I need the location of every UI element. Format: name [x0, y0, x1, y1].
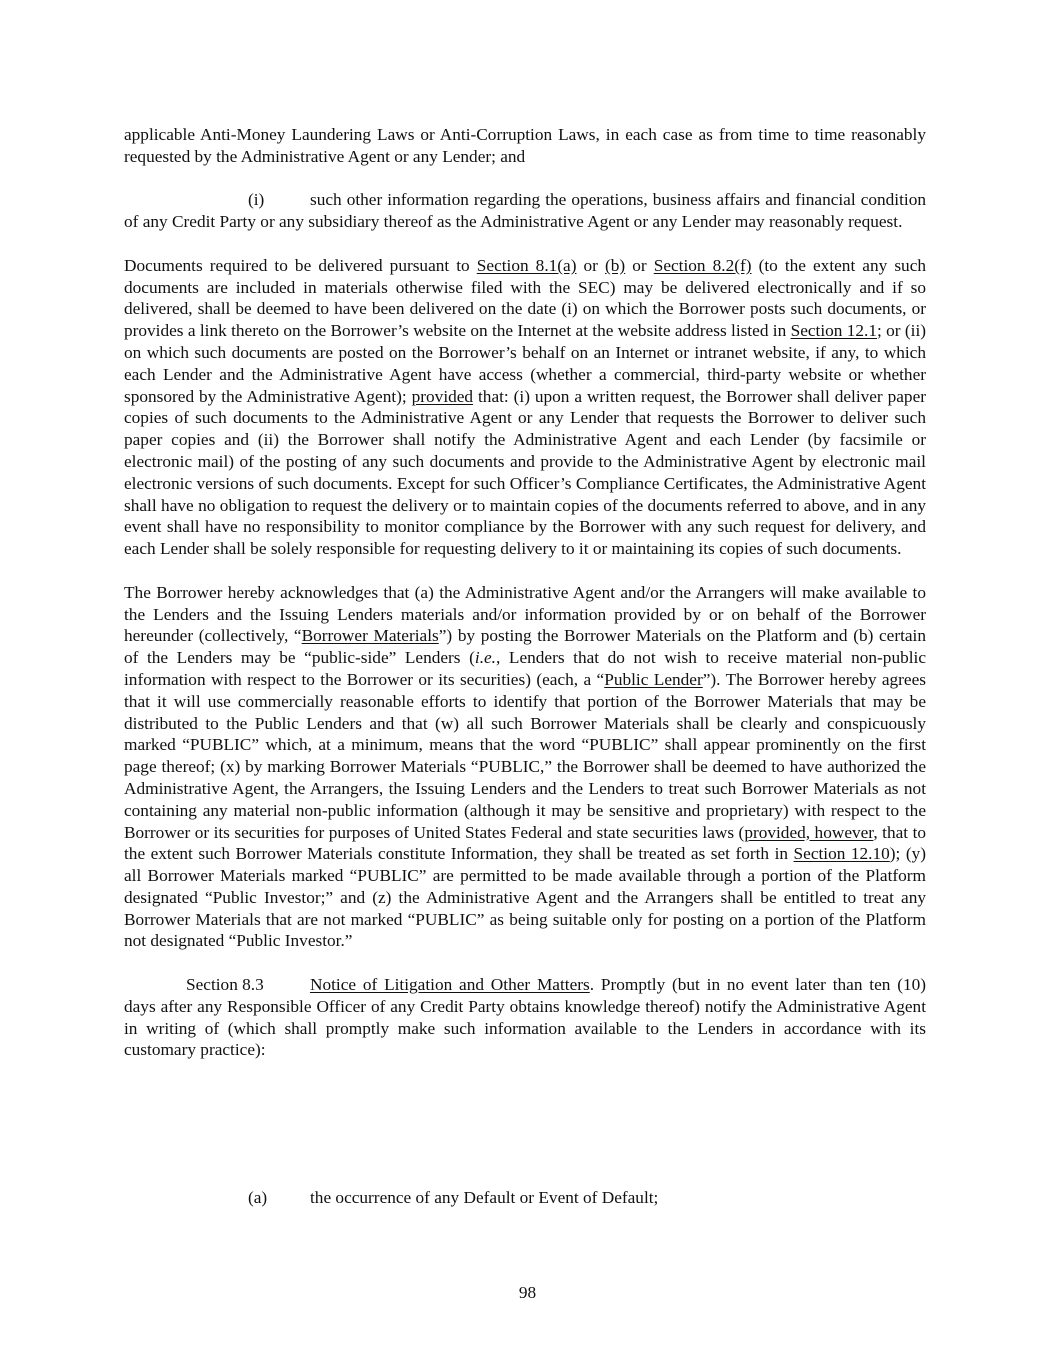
section-reference: (b): [605, 255, 626, 275]
section-label: Section 8.3: [186, 975, 264, 995]
defined-term: provided, however: [744, 822, 874, 842]
text-run: or: [576, 255, 606, 275]
section-reference: Section 8.1(a): [476, 255, 577, 275]
defined-term: Public Lender: [604, 669, 703, 689]
section-text: . Promptly (but in no event later than ten (10) days after any Responsible Officer of any Credit Party obtains knowledge thereof) notify the Administrative Agent in writing of (which shall promptly make such information available to the Lenders in accordance with its customary practice):: [124, 975, 927, 1060]
text-run: , Lenders that do not wish to receive material non-public information with respect to the Borrower or its securities) (each, a “: [124, 648, 927, 689]
text-run: or: [625, 255, 654, 275]
text-run: ); (y) all Borrower Materials marked “PUBLIC” are permitted to be made available through a portion of the Platform designated “Public Investor;” and (z) the Administrative Agent and the Arrangers shall be entitled to treat any Borrower Materials that are not marked “PUBLIC” as being suitable only for posting on a portion of the Platform not designated “Public Investor.”: [124, 844, 926, 951]
paragraph-continuation: applicable Anti-Money Laundering Laws or Anti-Corruption Laws, in each case as from time to time reasonably requested by the Administrative Agent or any Lender; and: [124, 125, 926, 166]
document-page: [124, 124, 926, 1061]
paragraph-documents-delivery: [124, 255, 926, 560]
list-item-number: (i): [248, 190, 265, 210]
section-reference: Section 12.10: [793, 844, 890, 864]
list-item-a: [124, 1187, 926, 1209]
section-reference: Section 12.1: [790, 321, 878, 341]
page-number: 98: [518, 1283, 537, 1302]
text-run: ; or (ii) on which such documents are posted on the Borrower’s behalf on an Internet or intranet website, if any, to which each Lender and the Administrative Agent have access (whether a commercial, third-party website or whether sponsored by the Administrative Agent);: [124, 321, 927, 406]
list-item-text: such other information regarding the operations, business affairs and financial condition of any Credit Party or any subsidiary thereof as the Administrative Agent or any Lender may reasonably request.: [124, 190, 926, 232]
text-run: (to the extent any such documents are included in materials otherwise filed with the SEC) may be delivered electronically and if so delivered, shall be deemed to have been delivered on the date (i) on which the Borrower posts such documents, or provides a link thereto on the Borrower’s website on the Internet at the website address listed in: [124, 255, 927, 341]
section-reference: Section 8.2(f): [653, 255, 752, 275]
text-run: that: (i) upon a written request, the Borrower shall deliver paper copies of such documents to the Administrative Agent or any Lender that requests the Borrower to deliver such paper copies and (ii) the Borrower shall notify the Administrative Agent and each Lender (by facsimile or electronic mail) of the posting of any such documents and provide to the Administrative Agent by electronic mail electronic versions of such documents. Except for such Officer’s Compliance Certificates, the Administrative Agent shall have no obligation to request the delivery or to maintain copies of the documents referred to above, and in any event shall have no responsibility to monitor compliance by the Borrower with any such request for delivery, and each Lender shall be solely responsible for requesting delivery to it or maintaining its copies of such documents.: [124, 386, 926, 559]
list-item-text: the occurrence of any Default or Event of Default;: [310, 1188, 659, 1207]
text-run: ”) by posting the Borrower Materials on the Platform and (b) certain of the Lenders may be “public-side” Lenders (: [124, 626, 926, 668]
defined-term: Borrower Materials: [301, 626, 439, 646]
section-8-3: [124, 974, 926, 1061]
list-item-i: [124, 189, 926, 233]
text-run: ”). The Borrower hereby agrees that it will use commercially reasonable efforts to identify that portion of the Borrower Materials that may be distributed to the Public Lenders and that (w) all such Borrower Materials shall be clearly and conspicuously marked “PUBLIC” which, at a minimum, means that the word “PUBLIC” shall appear prominently on the first page thereof; (x) by marking Borrower Materials “PUBLIC,” the Borrower shall be deemed to have authorized the Administrative Agent, the Arrangers, the Issuing Lenders and the Lenders to treat such Borrower Materials as not containing any material non-public information (although it may be sensitive and proprietary) with respect to the Borrower or its securities for purposes of United States Federal and state securities laws (: [124, 669, 927, 842]
list-item-number: (a): [248, 1188, 268, 1207]
defined-term: provided: [411, 386, 474, 406]
paragraph-borrower-materials: [124, 582, 926, 953]
text-run: , that to the extent such Borrower Materials constitute Information, they shall be treated as set forth in: [124, 822, 927, 864]
text-run: The Borrower hereby acknowledges that (a) the Administrative Agent and/or the Arrangers will make available to the Lenders and the Issuing Lenders materials and/or information provided by or on behalf of the Borrower hereunder (collectively, “: [124, 582, 926, 646]
italic-term: i.e.: [474, 648, 497, 668]
text-run: Documents required to be delivered pursuant to: [124, 255, 477, 275]
section-heading: Notice of Litigation and Other Matters: [310, 975, 590, 995]
